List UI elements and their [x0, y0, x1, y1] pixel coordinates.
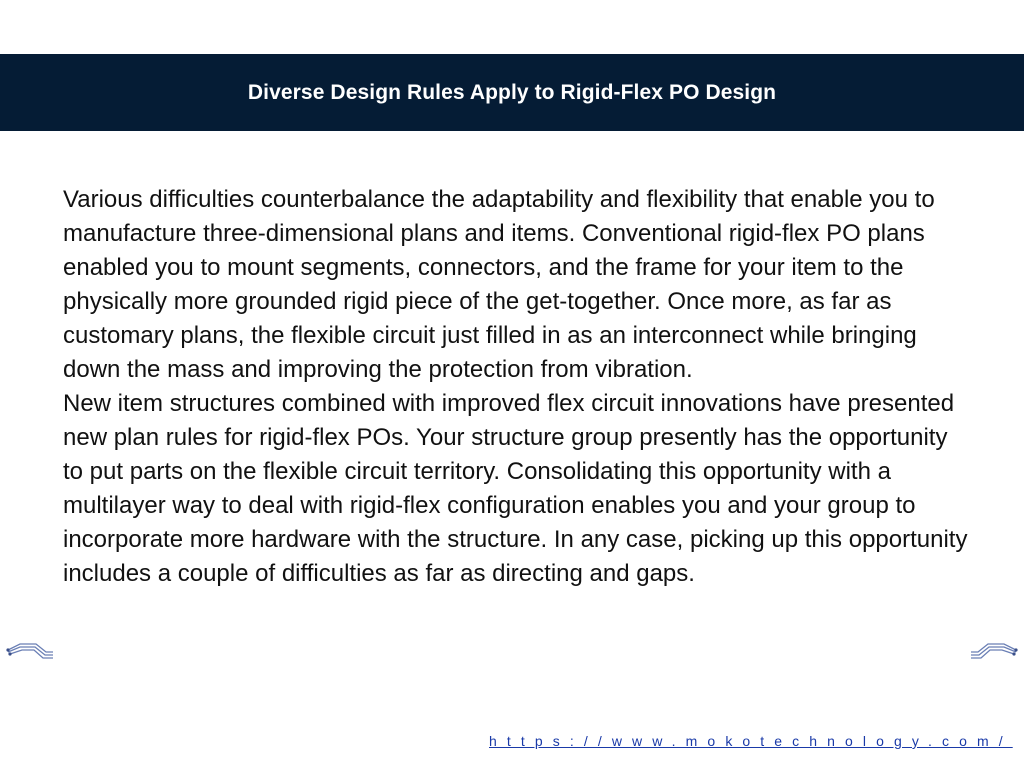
- body-text: [63, 183, 968, 591]
- circuit-trace-icon: [970, 640, 1018, 662]
- paragraph-2: New item structures combined with improved flex circuit innovations have presented new plan rules for rigid-flex POs. Your structure group presently has the opportunity to put parts on the flexible circuit territory. Consolidating this opportunity with a multilayer way to deal with rigid-flex configuration enables you and your group to incorporate more hardware with the structure. In any case, picking up this opportunity includes a couple of difficulties as far as directing and gaps.: [63, 390, 968, 587]
- title-bar: [0, 54, 1024, 131]
- circuit-trace-icon: [6, 640, 54, 662]
- website-link[interactable]: https://www.mokotechnology.com/: [489, 733, 1013, 749]
- paragraph-1: Various difficulties counterbalance the adaptability and flexibility that enable you to manufacture three-dimensional plans and items. Conventional rigid-flex PO plans enabled you to mount segments, connectors, and the frame for your item to the physically more grounded rigid piece of the get-together. Once more, as far as customary plans, the flexible circuit just filled in as an interconnect while bringing down the mass and improving the protection from vibration.: [63, 186, 935, 383]
- page-title: Diverse Design Rules Apply to Rigid-Flex PO Design: [247, 80, 777, 104]
